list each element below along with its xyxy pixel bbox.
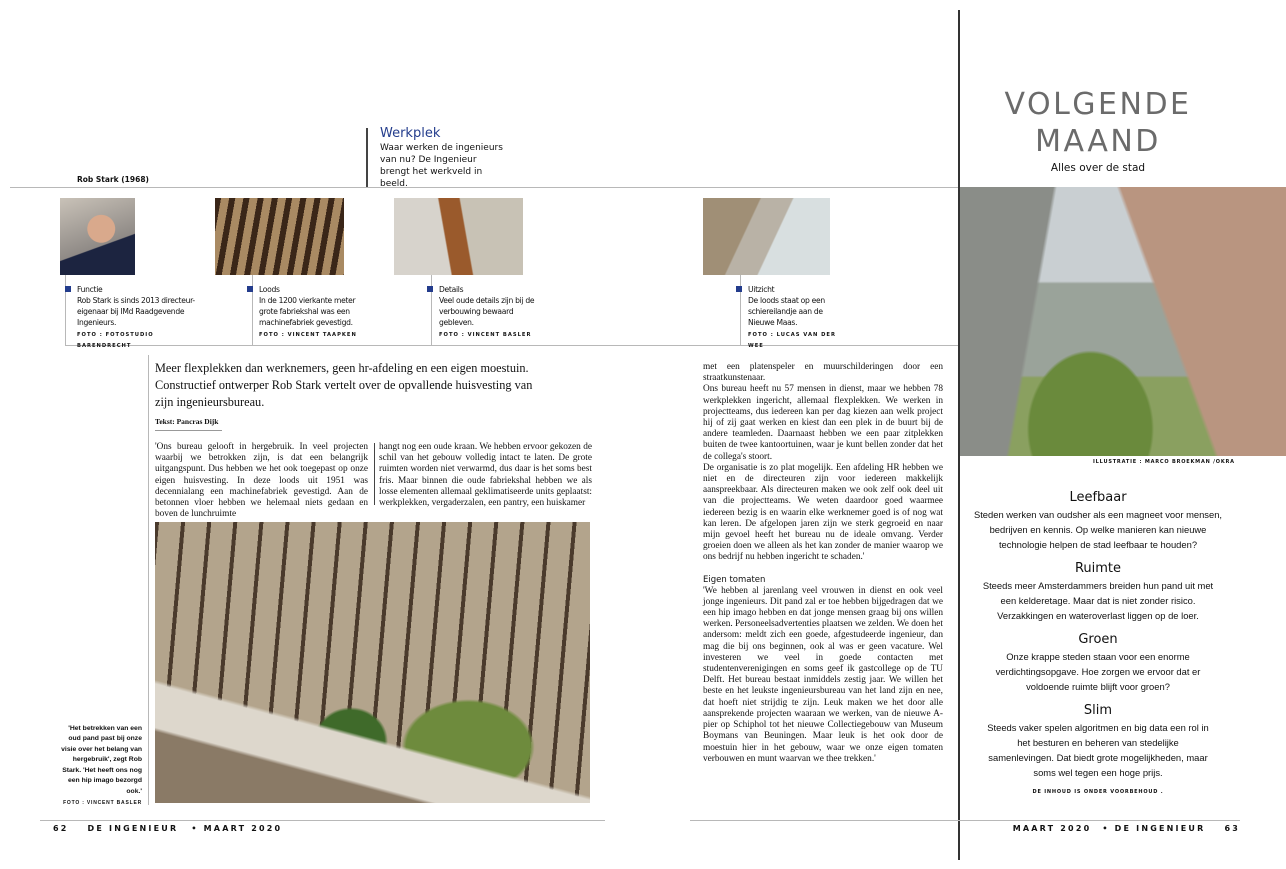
- interior-main-photo: [155, 522, 590, 803]
- section-heading: Slim: [1083, 703, 1113, 718]
- city-illustration: [960, 187, 1286, 456]
- paragraph: De organisatie is zo plat mogelijk. Een afdeling HR hebben we niet en de directeuren zijn voor iedereen makkelijk aanspreekbaar. Als directeuren maken we ook zelf ook deel uit van die projectteams. We weten daardoor goed waarmee iedereen bezig is en waarin elke werknemer goed is of nog wat kan leren. De afgelopen jaren zijn we sterk gegroeid en naar mijn gevoel heeft het bureau nu de ideale omvang. Verder groeien doen we alleen als het kan zonder de manier waarop we ons bedrijf nu hebben ingericht te schaden.': [703, 462, 943, 563]
- preview-section: [960, 703, 1236, 780]
- caption-heading: Loods: [259, 285, 280, 294]
- section-heading: Leefbaar: [1069, 490, 1127, 505]
- paragraph: met een platenspeler en muurschilderingen door een straatkunstenaar.: [703, 362, 943, 384]
- photo-caption: [748, 284, 848, 352]
- footer-rule-right: [690, 820, 1240, 821]
- article-column-2: hangt nog een oude kraan. We hebben ervoor gekozen de schil van het gebouw volledig intact te laten. De grote ruimten worden niet verwarmd, dus daar is het soms best fris. Maar binnen die oude fabriekshal hebben we als losse elementen allemaal geklimatiseerde units geplaatst: werkplekken, vergaderzalen, een pantry, een huiskamer: [379, 442, 592, 509]
- title-line: VOLGENDE: [1004, 87, 1192, 122]
- illustration-credit: ILLUSTRATIE : MARCO BROEKMAN /OKRA: [1093, 459, 1235, 465]
- bullet-square-icon: [427, 286, 433, 292]
- article-column-3: [703, 362, 943, 765]
- warehouse-photo: [215, 198, 344, 275]
- photo-credit: FOTO : FOTOSTUDIO BARENDRECHT: [77, 332, 154, 349]
- bullet-square-icon: [247, 286, 253, 292]
- title-line: MAAND: [1035, 124, 1161, 159]
- article-intro: [155, 360, 535, 431]
- section-text: Steeds vaker spelen algoritmen en big data een rol in het besturen en beheren van stedelijke samenlevingen. Dat biedt grote mogelijkheden, maar soms wel tegen een hoge prijs.: [987, 722, 1209, 778]
- section-text: Steden werken van oudsher als een magneet voor mensen, bedrijven en kennis. Op welke manieren kan nieuwe technologie helpen de stad leefbaar te houden?: [973, 509, 1223, 550]
- photo-credit: FOTO : LUCAS VAN DER WEE: [748, 332, 836, 349]
- section-header: [380, 126, 505, 190]
- article-left-rule: [148, 355, 149, 805]
- page-number: 62: [53, 824, 69, 833]
- issue-date: MAART 2020: [1012, 824, 1092, 833]
- article-lead: Meer flexplekken dan werknemers, geen hr-afdeling en een eigen moestuin. Constructief ontwerper Rob Stark vertelt over de opvallende huisvesting van zijn ingenieursbureau.: [155, 361, 533, 409]
- bullet-square-icon: [736, 286, 742, 292]
- photo-caption: [439, 284, 539, 341]
- header-divider: [366, 128, 368, 187]
- preview-sections: [960, 490, 1236, 796]
- view-photo: [703, 198, 830, 275]
- next-month-title: [960, 86, 1236, 160]
- next-month-subtitle: Alles over de stad: [1050, 162, 1146, 174]
- section-heading: Ruimte: [1074, 561, 1122, 576]
- section-text: Steeds meer Amsterdammers breiden hun pand uit met een kelderetage. Maar dat is niet zonder risico. Verzakkingen en wateroverlast liggen op de loer.: [982, 580, 1214, 621]
- pull-quote: 'Het betrekken van een oud pand past bij onze visie over het belang van hergebruik', zegt Rob Stark. 'Het heeft ons nog een hip imago bezorgd ook.': [61, 724, 142, 795]
- preview-section: [960, 632, 1236, 694]
- footer-right: [1013, 824, 1240, 833]
- caption-heading: Functie: [77, 285, 103, 294]
- section-text: Onze krappe steden staan voor een enorme verdichtingsopgave. Hoe zorgen we ervoor dat er voldoende ruimte blijft voor groen?: [995, 651, 1201, 692]
- section-subtitle: Waar werken de ingenieurs van nu? De Ingenieur brengt het werkveld in beeld.: [380, 143, 503, 189]
- caption-text: Veel oude details zijn bij de verbouwing bewaard gebleven.: [439, 296, 535, 327]
- photo-caption: [77, 284, 207, 352]
- preview-section: [960, 561, 1236, 623]
- article-byline: Tekst: Pancras Dijk: [155, 417, 222, 431]
- column-divider: [374, 443, 375, 505]
- magazine-name: DE INGENIEUR: [87, 824, 179, 833]
- subheading: Eigen tomaten: [703, 574, 766, 585]
- photo-caption: [259, 284, 369, 341]
- pull-quote-block: [56, 724, 142, 808]
- caption-text: In de 1200 vierkante meter grote fabriekshal was een machinefabriek gevestigd.: [259, 296, 356, 327]
- footer-left: [53, 824, 282, 833]
- issue-date: • MAART 2020: [191, 824, 283, 833]
- bullet-square-icon: [65, 286, 71, 292]
- details-photo: [394, 198, 523, 275]
- magazine-name: • DE INGENIEUR: [1102, 824, 1206, 833]
- paragraph: 'We hebben al jarenlang veel vrouwen in dienst en ook veel jonge ingenieurs. Dit pand zal er toe hebben bijgedragen dat we een hip imago hebben en dat jonge mensen graag bij ons willen werken. Personeelsadvertenties plaatsen we zelden. We doen het andersom: meldt zich een goede, afgestudeerde ingenieur, dan mag die bij ons beginnen, ook al was er geen vacature. Wel investeren we veel in goede contacten met studentenverenigingen en soms geef ik gastcollege op de TU Delft. Het bureau bestaat inmiddels zestig jaar. We willen het beste en het leukste ingenieursbureau van het land zijn en nee, dat hoeft niet strijdig te zijn. Leuk maken we het door alle aansprekende projecten waaraan we werken, van de nieuwe A-pier op Schiphol tot het nieuwe Collectiegebouw van Museum Boymans van Beuningen. Maar leuk is het ook door de moestuin hier in het gebouw, waar we onze eigen tomaten verbouwen en munt waarvan we thee trekken.': [703, 585, 943, 764]
- caption-text: Rob Stark is sinds 2013 directeur-eigenaar bij IMd Raadgevende Ingenieurs.: [77, 296, 195, 327]
- photo-credit: FOTO : VINCENT TAAPKEN: [259, 332, 357, 338]
- preview-section: [960, 490, 1236, 552]
- paragraph: Ons bureau heeft nu 57 mensen in dienst, maar we hebben 78 werkplekken ingericht, allemaal flexplekken. We werken in projectteams, dus iedereen kan per dag kiezen aan welk project hij of zij gaat werken en kiest dan een plek in de buurt bij de andere teamleden. Daarnaast hebben we een paar zitplekken buiten de twee kantoortuinen, waar je kunt bellen zonder dat het de collega's stoort.: [703, 384, 943, 462]
- disclaimer: DE INHOUD IS ONDER VOORBEHOUD .: [1032, 789, 1164, 795]
- portrait-photo: [60, 198, 135, 275]
- article-column-1: 'Ons bureau gelooft in hergebruik. In veel projecten waarbij we betrokken zijn, is dat een belangrijk uitgangspunt. Dus hebben we het ook toegepast op onze eigen huisvesting. In deze loods uit 1951 was decennialang een machinefabriek gevestigd. Aan de betonnen vloer hebben we helemaal niets gedaan en boven de lunchruimte: [155, 442, 368, 520]
- section-title: Werkplek: [380, 126, 441, 141]
- section-heading: Groen: [1078, 632, 1118, 647]
- caption-text: De loods staat op een schiereilandje aan de Nieuwe Maas.: [748, 296, 825, 327]
- person-label: Rob Stark (1968): [77, 175, 149, 184]
- caption-heading: Details: [439, 285, 464, 294]
- caption-heading: Uitzicht: [748, 285, 775, 294]
- quote-photo-credit: FOTO : VINCENT BASLER: [63, 800, 142, 806]
- page-number: 63: [1224, 824, 1240, 833]
- footer-rule-left: [40, 820, 605, 821]
- photo-credit: FOTO : VINCENT BASLER: [439, 332, 532, 338]
